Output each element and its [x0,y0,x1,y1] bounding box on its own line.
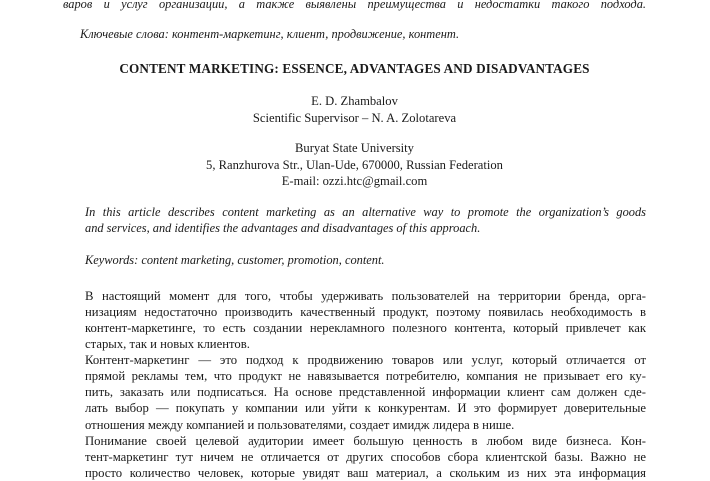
page-title-text: CONTENT MARKETING: ESSENCE, ADVANTAGES AND DISADVANTAGES [119,61,590,76]
body-paragraph-1 [63,288,646,353]
body-paragraph-1-line-4: старых, так и новых клиентов. [85,337,250,352]
author-name: E. D. Zhambalov [311,94,398,108]
russian-keywords-line: Ключевые слова: контент-маркетинг, клиент, продвижение, контент. [80,27,460,41]
body-paragraph-3-line-3: просто количество человек, которые увидят ваш материал, а скольким из них эта информация [85,466,646,481]
affiliation-address: 5, Ranzhurova Str., Ulan-Ude, 670000, Russian Federation [206,157,503,172]
english-abstract-line-1: In this article describes content marketing as an alternative way to promote the organization’s goods [85,205,646,219]
body-paragraph-2-line-2: прямой рекламы тем, что продукт не навязывается потребителю, компания не призывает его ку- [85,369,646,384]
english-keywords-line: Keywords: content marketing, customer, promotion, content. [85,253,385,267]
body-paragraph-2 [63,352,646,433]
body-paragraph-2-line-1: Контент-маркетинг — это подход к продвижению товаров или услуг, который отличается от [85,353,646,367]
author-block [63,93,646,126]
page-title [63,60,646,77]
russian-abstract-tail [63,0,646,12]
affiliation-block [63,140,646,190]
body-paragraph-2-line-4: лать выбор — покупать у компании или уйти к конкурентам. И это формирует доверительные [85,401,646,416]
body-paragraph-3-line-1: Понимание своей целевой аудитории имеет большую ценность в любом виде бизнеса. Кон- [85,434,646,448]
body-paragraph-3 [63,433,646,481]
body-paragraph-3-line-2: тент-маркетинг тут ничем не отличается от других способов сбора клиентской базы. Важно не [85,450,646,465]
body-paragraph-1-line-3: контент-маркетинге, то есть создании нерекламного полезного контента, который привлечет как [85,321,646,336]
english-abstract-line-2: and services, and identifies the advantages and disadvantages of this approach. [85,221,481,236]
body-paragraph-1-line-1: В настоящий момент для того, чтобы удерживать пользователей на территории бренда, орга- [85,289,646,303]
contact-email: E-mail: ozzi.htc@gmail.com [281,174,428,188]
body-paragraph-2-line-3: пить, заказать или подписаться. На основе представленной информации клиент сам должен сде- [85,385,646,400]
russian-abstract-tail-line: варов и услуг организации, а также выявлены преимущества и недостатки такого подхода. [63,0,646,11]
russian-keywords [63,26,646,42]
english-keywords [63,252,646,268]
english-abstract [63,204,646,237]
body-paragraph-1-line-2: низациям недостаточно производить качественный продукт, поэтому появилась необходимость в [85,305,646,320]
scientific-supervisor: Scientific Supervisor – N. A. Zolotareva [252,110,457,125]
affiliation-university: Buryat State University [295,141,414,155]
body-paragraph-2-line-5: отношения между компанией и пользователями, создает имидж лидера в нише. [85,417,515,432]
